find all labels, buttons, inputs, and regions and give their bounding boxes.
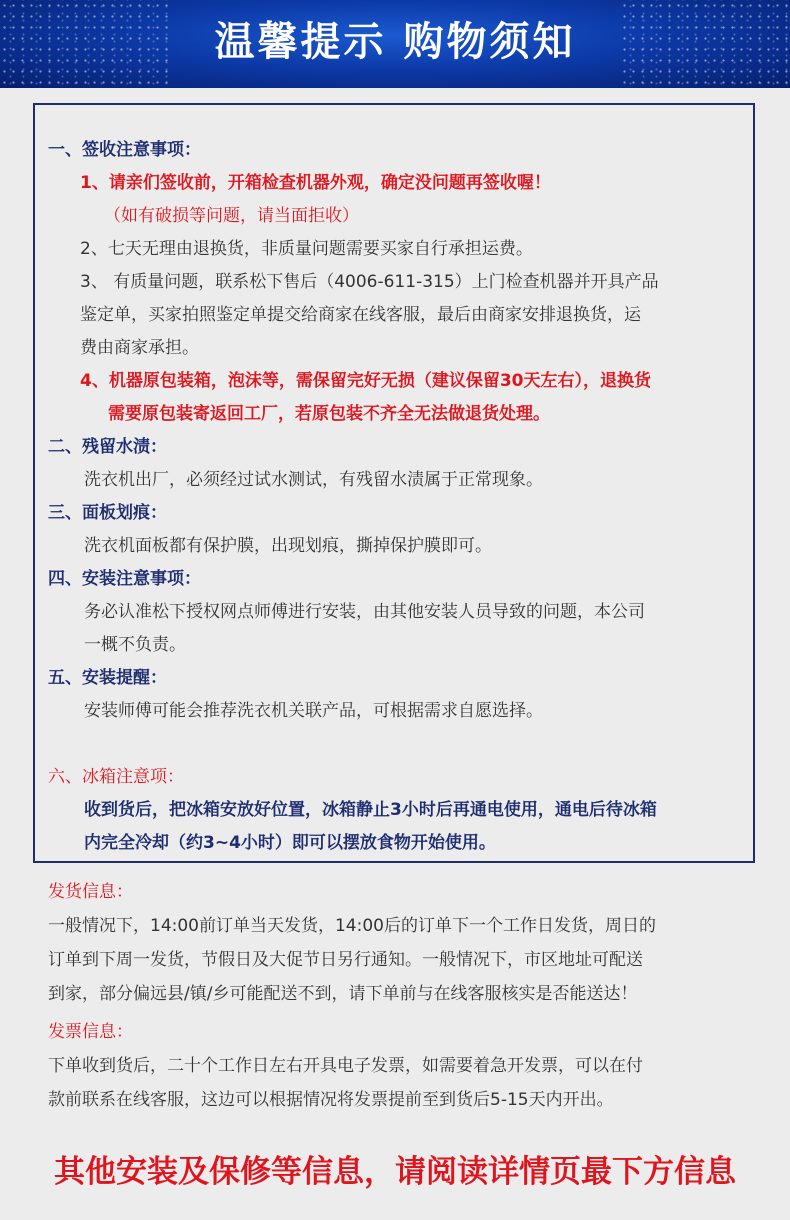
section-title-panel-scratches: 三、面板划痕：	[48, 503, 167, 523]
footer-notice: 其他安装及保修等信息，请阅读详情页最下方信息	[54, 1154, 736, 1190]
invoice-text-line-1: 下单收到货后，二十个工作日左右开具电子发票，如需要着急开发票，可以在付	[48, 1056, 643, 1076]
invoice-title: 发票信息：	[48, 1022, 133, 1042]
section-title-installation: 四、安装注意事项：	[48, 569, 201, 589]
section-title-installation-reminder: 五、安装提醒：	[48, 668, 167, 688]
shipping-text-line-2: 订单到下周一发货，节假日及大促节日另行通知。一般情况下，市区地址可配送	[48, 950, 643, 970]
installation-text-line-1: 务必认准松下授权网点师傅进行安装，由其他安装人员导致的问题，本公司	[84, 602, 645, 622]
signing-item-2: 2、七天无理由退换货，非质量问题需要买家自行承担运费。	[80, 239, 533, 259]
shipping-text-line-1: 一般情况下，14:00前订单当天发货，14:00后的订单下一个工作日发货，周日的	[48, 916, 656, 936]
fridge-text-line-1: 收到货后，把冰箱安放好位置，冰箱静止3小时后再通电使用，通电后待冰箱	[84, 800, 657, 820]
shipping-title: 发货信息：	[48, 882, 133, 902]
shipping-text-line-3: 到家，部分偏远县/镇/乡可能配送不到，请下单前与在线客服核实是否能送达！	[48, 984, 638, 1004]
signing-item-3-line-2: 鉴定单，买家拍照鉴定单提交给商家在线客服，最后由商家安排退换货，运	[80, 305, 641, 325]
fridge-text-line-2: 内完全冷却（约3~4小时）即可以摆放食物开始使用。	[84, 833, 496, 853]
signing-item-1: 1、请亲们签收前，开箱检查机器外观，确定没问题再签收喔！	[80, 173, 551, 193]
signing-item-3-line-3: 费由商家承担。	[80, 338, 199, 358]
page-title: 温馨提示 购物须知	[214, 19, 576, 65]
signing-item-4-line-2: 需要原包装寄返回工厂，若原包装不齐全无法做退货处理。	[108, 404, 550, 424]
signing-item-4-line-1: 4、机器原包装箱，泡沫等，需保留完好无损（建议保留30天左右），退换货	[80, 371, 651, 391]
section-title-water-stains: 二、残留水渍：	[48, 437, 167, 457]
header-banner	[0, 0, 790, 88]
water-stains-text: 洗衣机出厂，必须经过试水测试，有残留水渍属于正常现象。	[84, 470, 543, 490]
installation-text-line-2: 一概不负责。	[84, 635, 186, 655]
panel-scratches-text: 洗衣机面板都有保护膜，出现划痕，撕掉保护膜即可。	[84, 536, 492, 556]
invoice-text-line-2: 款前联系在线客服，这边可以根据情况将发票提前至到货后5-15天内开出。	[48, 1090, 614, 1110]
signing-item-1-note: （如有破损等问题，请当面拒收）	[104, 206, 359, 226]
section-title-signing: 一、签收注意事项：	[48, 140, 201, 160]
section-title-fridge: 六、冰箱注意项：	[48, 767, 184, 787]
signing-item-3-line-1: 3、 有质量问题，联系松下售后（4006-611-315）上门检查机器并开具产品	[80, 272, 659, 292]
installation-reminder-text: 安装师傅可能会推荐洗衣机关联产品，可根据需求自愿选择。	[84, 701, 543, 721]
